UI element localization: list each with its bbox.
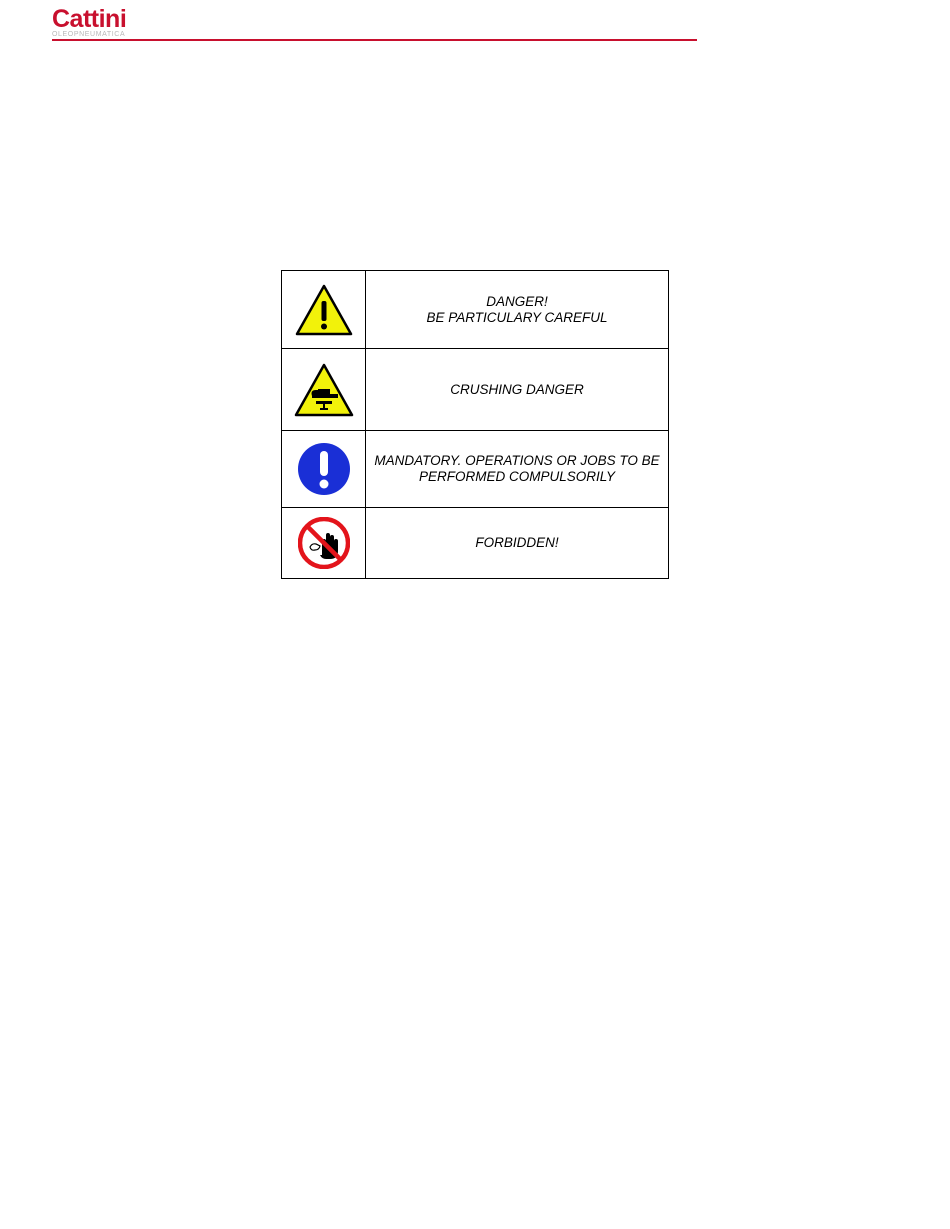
text-line: MANDATORY. OPERATIONS OR JOBS TO BE — [374, 453, 660, 468]
icon-cell — [282, 431, 366, 508]
icon-cell — [282, 271, 366, 349]
text-line: BE PARTICULARY CAREFUL — [426, 309, 608, 325]
table-row — [282, 349, 669, 431]
text-line: PERFORMED COMPULSORILY — [418, 469, 616, 484]
text-line: CRUSHING DANGER — [450, 381, 584, 397]
warning-triangle-icon — [295, 284, 353, 336]
company-logo — [52, 6, 126, 39]
header-rule — [52, 39, 697, 41]
safety-text — [366, 271, 669, 349]
crushing-hazard-icon — [294, 363, 354, 417]
table-row — [282, 508, 669, 579]
text-line: DANGER! — [486, 293, 548, 309]
mandatory-exclamation-icon — [297, 442, 351, 496]
text-line: FORBIDDEN! — [475, 535, 559, 550]
logo-name: Cattini — [52, 5, 127, 33]
logo-subtitle: OLEOPNEUMATICA — [52, 31, 126, 38]
prohibition-hand-icon — [298, 517, 350, 569]
safety-text — [366, 349, 669, 431]
safety-symbols-table — [281, 270, 669, 579]
table-row — [282, 431, 669, 508]
table-row — [282, 271, 669, 349]
safety-text — [366, 431, 669, 508]
icon-cell — [282, 349, 366, 431]
icon-cell — [282, 508, 366, 579]
safety-text — [366, 508, 669, 579]
